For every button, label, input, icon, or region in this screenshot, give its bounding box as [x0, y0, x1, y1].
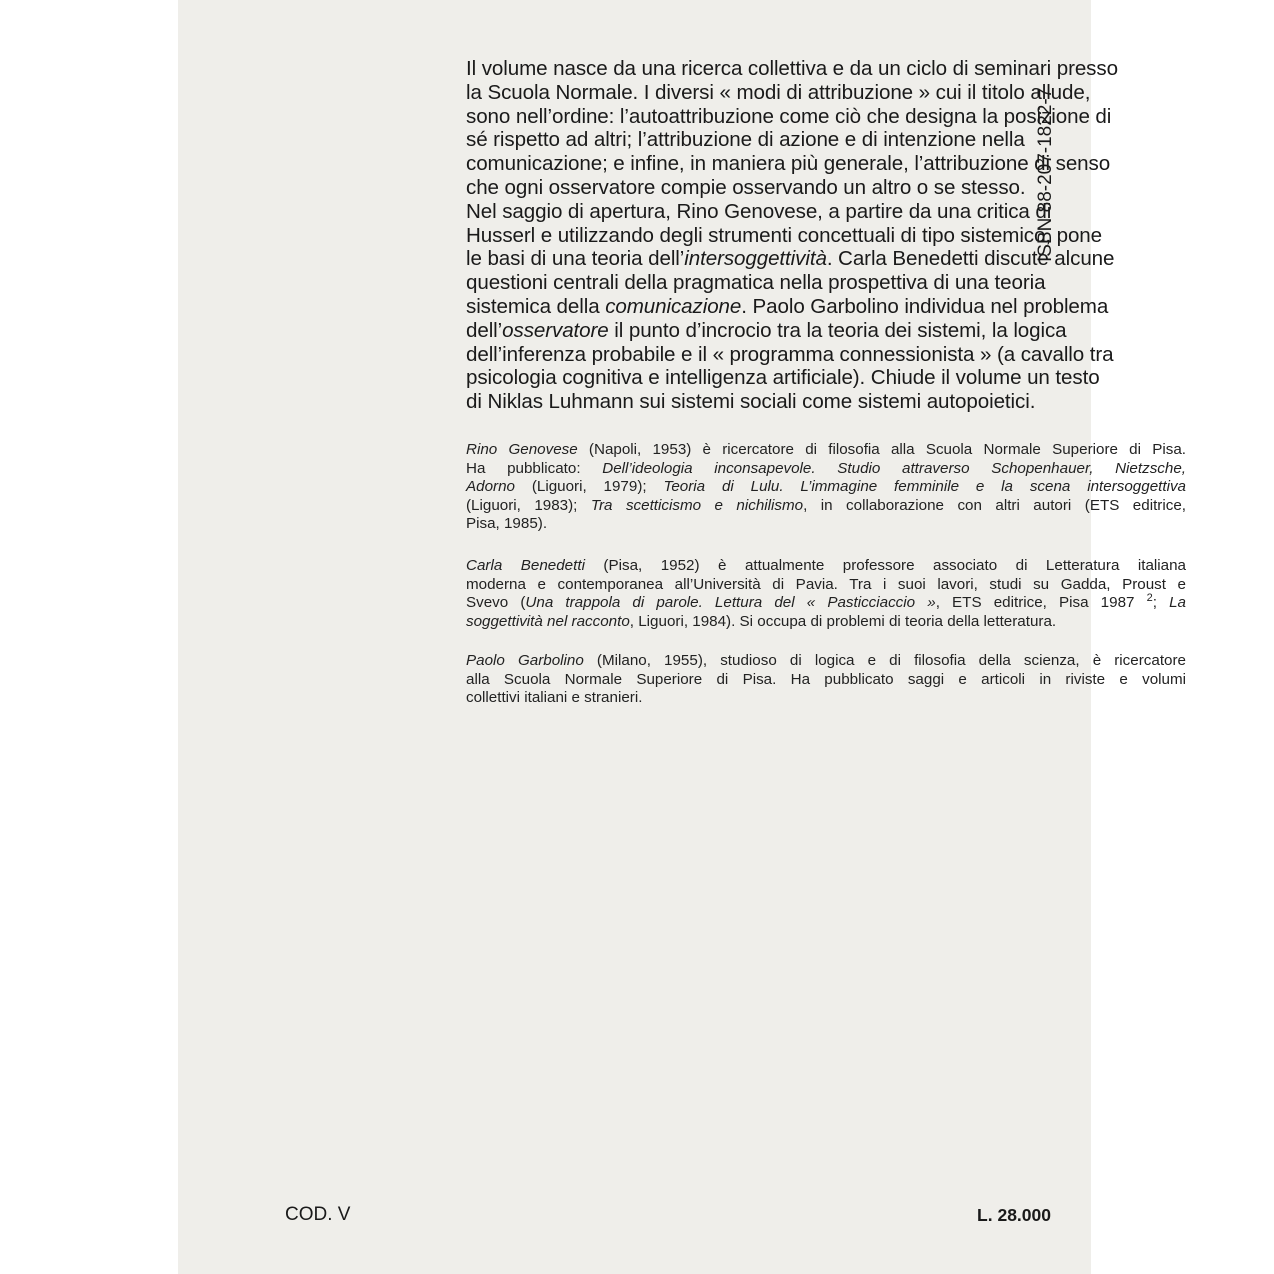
text-segment: , ETS editrice, Pisa 1987 — [935, 594, 1147, 612]
text-line — [466, 478, 1186, 497]
text-segment: dell’ — [466, 318, 503, 342]
text-line — [466, 319, 1196, 343]
italic-text: Rino Genovese — [466, 441, 578, 458]
italic-text: soggettività nel racconto — [466, 612, 630, 630]
italic-text: Adorno — [466, 478, 515, 496]
text-segment: sistemica della — [466, 294, 606, 318]
text-segment: Ha pubblicato: — [466, 459, 603, 477]
product-code: COD. V — [285, 1204, 351, 1225]
text-segment: alla Scuola Normale Superiore di Pisa. Ha pubblicato saggi e articoli in riviste e volumi — [466, 670, 1186, 688]
text-line — [466, 366, 1196, 390]
italic-text: Carla Benedetti — [466, 557, 585, 574]
text-segment: (Liguori, 1983); — [466, 496, 591, 514]
italic-text: intersoggettività — [684, 247, 827, 271]
text-line — [466, 652, 1186, 671]
author-bio-genovese — [466, 441, 1186, 534]
text-line — [466, 460, 1186, 479]
text-segment: psicologia cognitiva e intelligenza artificiale). Chiude il volume un testo — [466, 366, 1100, 390]
italic-text: Dell’ideologia inconsapevole. Studio attraverso Schopenhauer, Nietzsche, — [602, 459, 1186, 477]
text-segment: di Niklas Luhmann sui sistemi sociali come sistemi autopoietici. — [466, 390, 1036, 414]
text-line — [466, 497, 1186, 516]
text-segment: Svevo ( — [466, 594, 526, 612]
author-bio-benedetti — [466, 557, 1186, 631]
text-segment: collettivi italiani e stranieri. — [466, 689, 643, 707]
text-line — [466, 441, 1186, 460]
text-segment: 2 — [1146, 592, 1153, 605]
text-segment: il punto d’incrocio tra la teoria dei sistemi, la logica — [608, 318, 1067, 342]
italic-text: comunicazione — [605, 294, 742, 318]
text-line — [466, 128, 1196, 152]
text-segment: ; — [1152, 594, 1170, 612]
text-line — [466, 152, 1196, 176]
text-segment: sé rispetto ad altri; l’attribuzione di azione e di intenzione nella — [466, 128, 1025, 152]
text-segment: la Scuola Normale. I diversi « modi di attribuzione » cui il titolo allude, — [466, 80, 1091, 104]
text-line — [466, 594, 1186, 613]
text-segment: che ogni osservatore compie osservando un altro o se stesso. — [466, 175, 1026, 199]
text-segment: moderna e contemporanea all’Università di Pavia. Tra i suoi lavori, studi su Gadda, Proust e — [466, 575, 1186, 593]
text-line — [466, 81, 1196, 105]
text-line — [466, 390, 1196, 414]
text-line — [466, 671, 1186, 690]
text-segment: questioni centrali della pragmatica nella prospettiva di una teoria — [466, 271, 1046, 295]
italic-text: La — [1169, 594, 1186, 612]
text-segment: (Napoli, 1953) è ricercatore di filosofia alla Scuola Normale Superiore di Pisa. — [577, 441, 1186, 458]
isbn: ISBN 88-207-1822-7 — [1035, 87, 1056, 262]
text-segment: . Carla Benedetti discute alcune — [826, 247, 1115, 271]
text-segment: Husserl e utilizzando degli strumenti concettuali di tipo sistemico, pone — [466, 223, 1103, 247]
text-line — [466, 57, 1196, 81]
text-segment: , Liguori, 1984). Si occupa di problemi di teoria della letteratura. — [629, 612, 1057, 630]
text-line — [466, 689, 1186, 708]
text-segment: . Paolo Garbolino individua nel problema — [741, 294, 1109, 318]
text-line — [466, 576, 1186, 595]
price: L. 28.000 — [977, 1205, 1051, 1225]
italic-text: Una trappola di parole. Lettura del « Pasticciaccio » — [525, 594, 936, 612]
text-line — [466, 271, 1196, 295]
blurb-paragraph — [466, 57, 1196, 414]
text-segment: Nel saggio di apertura, Rino Genovese, a partire da una critica di — [466, 199, 1052, 223]
text-line — [466, 105, 1196, 129]
text-segment: le basi di una teoria dell’ — [466, 247, 685, 271]
text-line — [466, 224, 1196, 248]
text-segment: , in collaborazione con altri autori (ETS editrice, — [803, 496, 1186, 514]
text-segment: Pisa, 1985). — [466, 515, 548, 533]
book-back-cover — [178, 0, 1186, 1274]
author-bio-garbolino — [466, 652, 1186, 708]
text-segment: (Milano, 1955), studioso di logica e di filosofia della scienza, è ricercatore — [583, 652, 1186, 669]
text-line — [466, 200, 1196, 224]
text-segment: (Pisa, 1952) è attualmente professore associato di Letteratura italiana — [584, 557, 1186, 574]
text-line — [466, 247, 1196, 271]
text-line — [466, 176, 1196, 200]
italic-text: osservatore — [502, 318, 609, 342]
text-segment: (Liguori, 1979); — [514, 478, 664, 496]
text-line — [466, 515, 1186, 534]
text-segment: Il volume nasce da una ricerca collettiva e da un ciclo di seminari presso — [466, 57, 1118, 80]
text-line — [466, 613, 1186, 632]
text-segment: comunicazione; e infine, in maniera più generale, l’attribuzione di senso — [466, 152, 1111, 176]
text-line — [466, 557, 1186, 576]
italic-text: Paolo Garbolino — [466, 652, 584, 669]
text-segment: sono nell’ordine: l’autoattribuzione come ciò che designa la posizione di — [466, 104, 1112, 128]
text-segment: dell’inferenza probabile e il « programma connessionista » (a cavallo tra — [466, 342, 1114, 366]
italic-text: Tra scetticismo e nichilismo — [590, 496, 804, 514]
italic-text: Teoria di Lulu. L’immagine femminile e la scena intersoggettiva — [663, 478, 1186, 496]
text-line — [466, 295, 1196, 319]
text-line — [466, 343, 1196, 367]
